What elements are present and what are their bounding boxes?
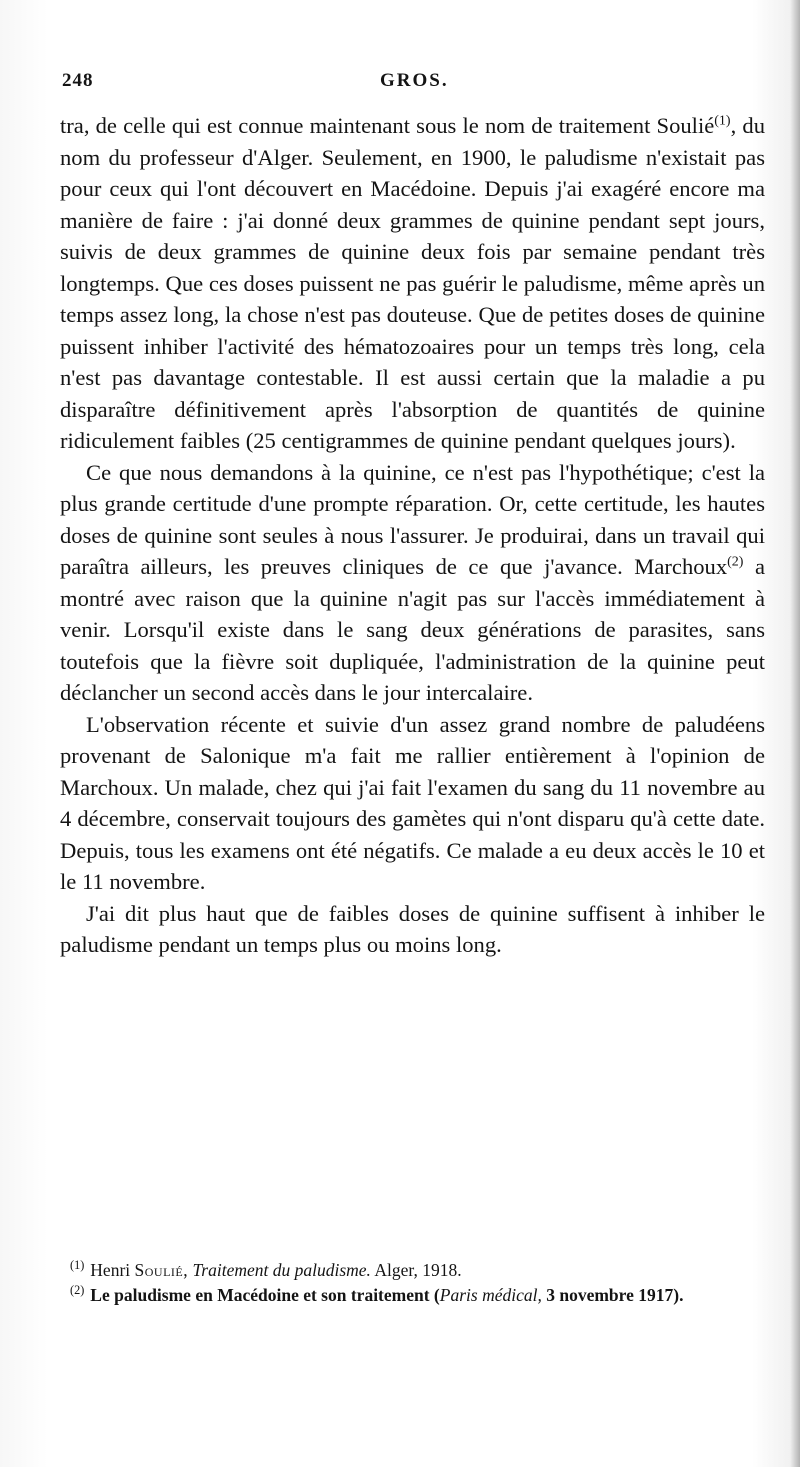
footnotes (60, 1258, 765, 1308)
footnote-1-rest: Alger, 1918. (374, 1260, 462, 1280)
footnote-2 (60, 1283, 765, 1308)
running-title: GROS. (380, 70, 449, 91)
paragraph-2-text-b: a montré avec raison que la quinine n'agit pas sur l'accès immédiatement à venir. Lorsqu'il existe dans le sang deux générations de parasites, sans toutefois que la fièvre soit dupliquée, l'administration de la quinine peut déclancher un second accès dans le jour intercalaire. (60, 554, 765, 705)
footnote-2-journal: Paris médical, (439, 1285, 542, 1305)
page-header (62, 70, 762, 110)
body-text (60, 110, 765, 961)
paragraph-1-text-b: , du nom du professeur d'Alger. Seulement, en 1900, le paludisme n'existait pas pour ceux qui l'ont découvert en Macédoine. Depuis j'ai exagéré encore ma manière de faire : j'ai donné deux grammes de quinine pendant sept jours, suivis de deux grammes de quinine deux fois par semaine pendant très longtemps. Que ces doses puissent ne pas guérir le paludisme, même après un temps assez long, la chose n'est pas douteuse. Que de petites doses de quinine puissent inhiber l'activité des hématozoaires pour un temps très long, cela n'est pas davantage contestable. Il est aussi certain que la maladie a pu disparaître définitivement après l'absorption de quantités de quinine ridiculement faibles (25 centigrammes de quinine pendant quelques jours). (60, 113, 765, 453)
page-edge-shadow (790, 0, 800, 1467)
footnote-1-author-first: Henri (90, 1260, 131, 1280)
paragraph-2-text-a: Ce que nous demandons à la quinine, ce n'est pas l'hypothétique; c'est la plus grande certitude d'une prompte réparation. Or, cette certitude, les hautes doses de quinine sont seules à nous l'assurer. Je produirai, dans un travail qui paraîtra ailleurs, les preuves cliniques de ce que j'avance. Marchoux (60, 459, 765, 579)
footnote-2-mark: (2) (70, 1283, 85, 1298)
footnote-ref-2: (2) (727, 554, 744, 570)
paragraph-3: L'observation récente et suivie d'un assez grand nombre de paludéens provenant de Salonique m'a fait me rallier entièrement à l'opinion de Marchoux. Un malade, chez qui j'ai fait l'examen du sang du 11 novembre au 4 décembre, conservait toujours des gamètes qui n'ont disparu qu'à cette date. Depuis, tous les examens ont été négatifs. Ce malade a eu deux accès le 10 et le 11 novembre. (60, 711, 765, 894)
footnote-1-title: Traitement du paludisme. (192, 1260, 371, 1280)
footnote-2-rest: 3 novembre 1917). (541, 1285, 684, 1305)
footnote-1-mark: (1) (70, 1258, 85, 1273)
footnote-1 (60, 1258, 765, 1283)
paragraph-1-text-a: tra, de celle qui est connue maintenant sous le nom de traitement Soulié (60, 113, 715, 138)
paragraph-4: J'ai dit plus haut que de faibles doses de quinine suffisent à inhiber le paludisme pendant un temps plus ou moins long. (60, 900, 765, 957)
footnote-1-author-last: Soulié, (134, 1260, 189, 1280)
footnote-ref-1: (1) (714, 113, 731, 129)
paragraph-1 (60, 110, 765, 457)
paragraph-2 (60, 457, 765, 709)
footnote-2-text: Le paludisme en Macédoine et son traitement ( (90, 1285, 440, 1305)
page-number: 248 (62, 70, 94, 91)
